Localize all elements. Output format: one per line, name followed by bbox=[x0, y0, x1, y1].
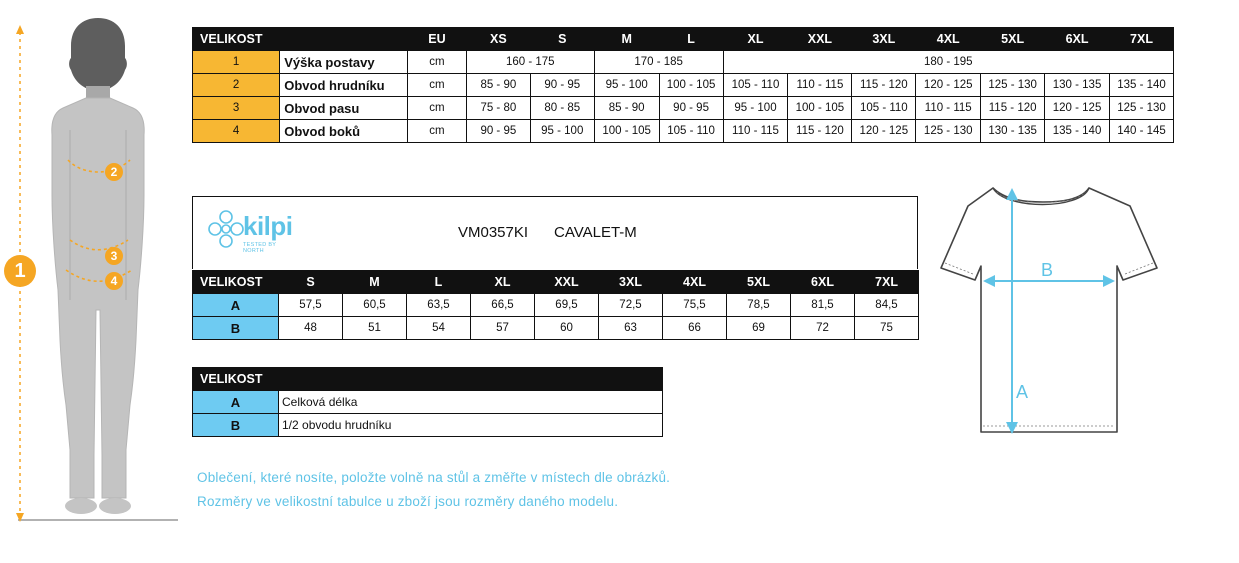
height-range-cell: 170 - 185 bbox=[594, 51, 723, 74]
value-cell: 63 bbox=[599, 317, 663, 340]
value-cell: 105 - 110 bbox=[659, 120, 723, 143]
header-3xl: 3XL bbox=[852, 28, 916, 51]
row-label: Obvod pasu bbox=[280, 97, 408, 120]
value-cell: 95 - 100 bbox=[530, 120, 594, 143]
value-cell: 54 bbox=[407, 317, 471, 340]
row-number: 4 bbox=[193, 120, 280, 143]
value-cell: 120 - 125 bbox=[1045, 97, 1110, 120]
header-3xl: 3XL bbox=[599, 271, 663, 294]
value-cell: 57,5 bbox=[279, 294, 343, 317]
table-row bbox=[193, 391, 663, 414]
value-cell: 125 - 130 bbox=[981, 74, 1045, 97]
value-cell: 115 - 120 bbox=[981, 97, 1045, 120]
value-cell: 110 - 115 bbox=[723, 120, 788, 143]
unit-cell: cm bbox=[408, 120, 467, 143]
header-xl: XL bbox=[723, 28, 788, 51]
table-row bbox=[193, 317, 919, 340]
row-label: Výška postavy bbox=[280, 51, 408, 74]
marker-chest-label: 2 bbox=[110, 165, 118, 179]
marker-waist bbox=[105, 247, 123, 265]
value-cell: 66 bbox=[663, 317, 727, 340]
product-size-table bbox=[192, 270, 919, 340]
tshirt-label-b: B bbox=[1041, 260, 1054, 280]
unit-cell: cm bbox=[408, 51, 467, 74]
header-m: M bbox=[594, 28, 659, 51]
tshirt-label-a: A bbox=[1016, 382, 1029, 402]
value-cell: 69 bbox=[727, 317, 791, 340]
unit-cell: cm bbox=[408, 97, 467, 120]
product-name: CAVALET-M bbox=[554, 224, 637, 241]
value-cell: 63,5 bbox=[407, 294, 471, 317]
value-cell: 105 - 110 bbox=[723, 74, 788, 97]
header-6xl: 6XL bbox=[1045, 28, 1110, 51]
marker-height bbox=[4, 255, 36, 287]
value-cell: 100 - 105 bbox=[659, 74, 723, 97]
table-row bbox=[193, 51, 1174, 74]
value-cell: 95 - 100 bbox=[594, 74, 659, 97]
value-cell: 90 - 95 bbox=[530, 74, 594, 97]
value-cell: 72,5 bbox=[599, 294, 663, 317]
value-cell: 85 - 90 bbox=[466, 74, 530, 97]
unit-cell: cm bbox=[408, 74, 467, 97]
header-5xl: 5XL bbox=[727, 271, 791, 294]
value-cell: 75 - 80 bbox=[466, 97, 530, 120]
header-eu: EU bbox=[408, 28, 467, 51]
instruction-note: Oblečení, které nosíte, položte volně na stůl a změřte v místech dle obrázků. bbox=[197, 470, 671, 485]
value-cell: 90 - 95 bbox=[466, 120, 530, 143]
value-cell: 120 - 125 bbox=[916, 74, 981, 97]
brand-name: kilpi bbox=[243, 211, 293, 241]
value-cell: 81,5 bbox=[791, 294, 855, 317]
marker-waist-label: 3 bbox=[110, 249, 118, 263]
row-number: 2 bbox=[193, 74, 280, 97]
product-header-box bbox=[192, 196, 918, 269]
header-s: S bbox=[279, 271, 343, 294]
marker-hips bbox=[105, 272, 123, 290]
header-xxl: XXL bbox=[788, 28, 852, 51]
row-label: Obvod boků bbox=[280, 120, 408, 143]
header-7xl: 7XL bbox=[1110, 28, 1174, 51]
header-s: S bbox=[530, 28, 594, 51]
value-cell: 100 - 105 bbox=[788, 97, 852, 120]
value-cell: 110 - 115 bbox=[788, 74, 852, 97]
table-row bbox=[193, 414, 663, 437]
value-cell: 60 bbox=[535, 317, 599, 340]
value-cell: 85 - 90 bbox=[594, 97, 659, 120]
table-row bbox=[193, 120, 1174, 143]
value-cell: 130 - 135 bbox=[1045, 74, 1110, 97]
table-row bbox=[193, 294, 919, 317]
row-number: 1 bbox=[193, 51, 280, 74]
table-header-row bbox=[193, 271, 919, 294]
header-xl: XL bbox=[471, 271, 535, 294]
header-6xl: 6XL bbox=[791, 271, 855, 294]
value-cell: 75,5 bbox=[663, 294, 727, 317]
value-cell: 125 - 130 bbox=[1110, 97, 1174, 120]
row-label: A bbox=[193, 391, 279, 414]
value-cell: 135 - 140 bbox=[1110, 74, 1174, 97]
marker-hips-label: 4 bbox=[110, 274, 118, 288]
tshirt-diagram bbox=[935, 180, 1165, 440]
marker-height-label: 1 bbox=[14, 260, 26, 282]
header-size: VELIKOST bbox=[193, 271, 279, 294]
row-description: Celková délka bbox=[279, 391, 663, 414]
value-cell: 120 - 125 bbox=[852, 120, 916, 143]
value-cell: 90 - 95 bbox=[659, 97, 723, 120]
value-cell: 125 - 130 bbox=[916, 120, 981, 143]
value-cell: 140 - 145 bbox=[1110, 120, 1174, 143]
marker-chest bbox=[105, 163, 123, 181]
value-cell: 72 bbox=[791, 317, 855, 340]
value-cell: 80 - 85 bbox=[530, 97, 594, 120]
row-label: A bbox=[193, 294, 279, 317]
header-size: VELIKOST bbox=[193, 368, 663, 391]
row-label: B bbox=[193, 317, 279, 340]
value-cell: 84,5 bbox=[855, 294, 919, 317]
header-size: VELIKOST bbox=[193, 28, 408, 51]
header-l: L bbox=[659, 28, 723, 51]
row-description: 1/2 obvodu hrudníku bbox=[279, 414, 663, 437]
value-cell: 100 - 105 bbox=[594, 120, 659, 143]
value-cell: 57 bbox=[471, 317, 535, 340]
value-cell: 48 bbox=[279, 317, 343, 340]
header-m: M bbox=[343, 271, 407, 294]
brand-tagline: TESTED BY NORTH bbox=[243, 242, 277, 254]
value-cell: 66,5 bbox=[471, 294, 535, 317]
value-cell: 78,5 bbox=[727, 294, 791, 317]
measurement-legend-table bbox=[192, 367, 663, 437]
body-measurement-figure bbox=[8, 10, 188, 525]
value-cell: 105 - 110 bbox=[852, 97, 916, 120]
header-7xl: 7XL bbox=[855, 271, 919, 294]
header-xs: XS bbox=[466, 28, 530, 51]
value-cell: 95 - 100 bbox=[723, 97, 788, 120]
header-4xl: 4XL bbox=[663, 271, 727, 294]
table-row bbox=[193, 97, 1174, 120]
model-dimensions-note: Rozměry ve velikostní tabulce u zboží jsou rozměry daného modelu. bbox=[197, 494, 619, 509]
product-code: VM0357KI bbox=[458, 224, 529, 241]
header-5xl: 5XL bbox=[981, 28, 1045, 51]
row-label: B bbox=[193, 414, 279, 437]
table-header-row bbox=[193, 368, 663, 391]
value-cell: 115 - 120 bbox=[788, 120, 852, 143]
height-range-cell: 180 - 195 bbox=[723, 51, 1173, 74]
height-range-cell: 160 - 175 bbox=[466, 51, 594, 74]
table-header-row bbox=[193, 28, 1174, 51]
header-l: L bbox=[407, 271, 471, 294]
brand-logo bbox=[207, 209, 297, 259]
header-4xl: 4XL bbox=[916, 28, 981, 51]
value-cell: 60,5 bbox=[343, 294, 407, 317]
row-label: Obvod hrudníku bbox=[280, 74, 408, 97]
value-cell: 135 - 140 bbox=[1045, 120, 1110, 143]
value-cell: 75 bbox=[855, 317, 919, 340]
value-cell: 51 bbox=[343, 317, 407, 340]
value-cell: 69,5 bbox=[535, 294, 599, 317]
body-size-table bbox=[192, 27, 1174, 143]
value-cell: 115 - 120 bbox=[852, 74, 916, 97]
table-row bbox=[193, 74, 1174, 97]
value-cell: 130 - 135 bbox=[981, 120, 1045, 143]
header-xxl: XXL bbox=[535, 271, 599, 294]
value-cell: 110 - 115 bbox=[916, 97, 981, 120]
row-number: 3 bbox=[193, 97, 280, 120]
